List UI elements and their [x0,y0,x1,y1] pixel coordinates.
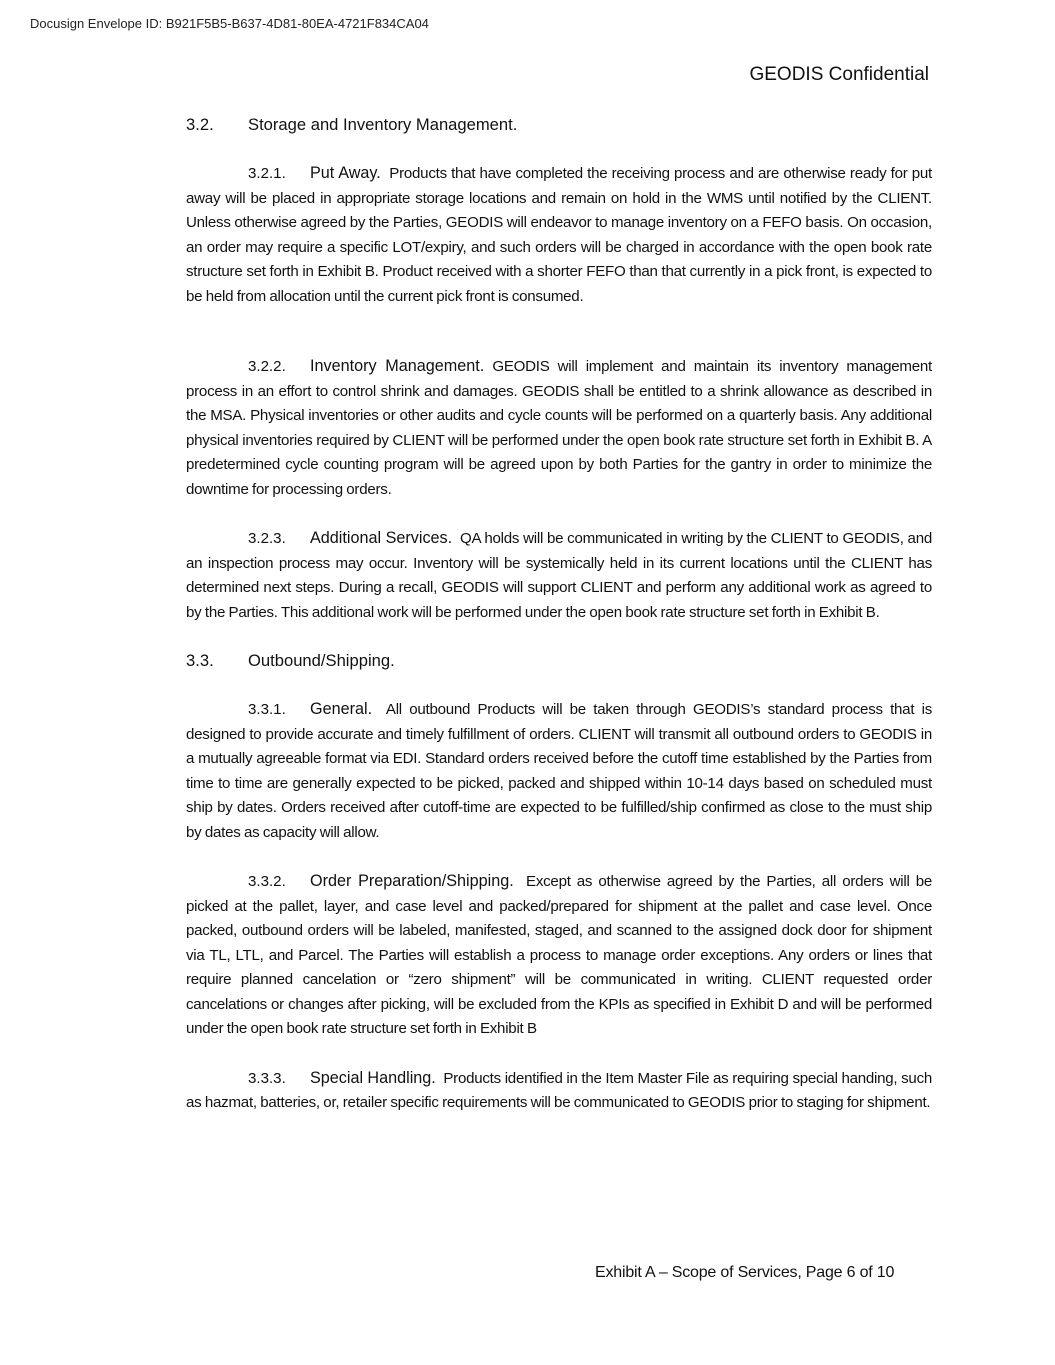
section-title: Storage and Inventory Management. [248,115,518,134]
envelope-id: Docusign Envelope ID: B921F5B5-B637-4D81-80EA-4721F834CA04 [30,16,429,31]
section-title: Additional Services. [310,529,453,547]
section-title: Outbound/Shipping. [248,651,395,670]
section-number: 3.2.2. [248,358,286,375]
section-3-3-heading [186,649,932,673]
section-body: QA holds will be communicated in writing by the CLIENT to GEODIS, and an inspection process may occur. Inventory will be systemically held in its current locations until the CLIENT has determined next steps. During a recall, GEODIS will support CLIENT and perform any additional work as agreed to by the Parties. This additional work will be performed under the open book rate structure set forth in Exhibit B. [186,530,932,621]
section-body: GEODIS will implement and maintain its inventory management process in an effort to control shrink and damages. GEODIS shall be entitled to a shrink allowance as described in the MSA. Physical inventories or other audits and cycle counts will be performed on a quarterly basis. Any additional physical inventories required by CLIENT will be performed under the open book rate structure set forth in Exhibit B. A predetermined cycle counting program will be agreed upon by both Parties for the gantry in order to minimize the downtime for processing orders. [186,358,932,498]
section-3-2-1 [186,161,932,309]
section-title: Order Preparation/Shipping. [310,872,514,890]
section-title: Special Handling. [310,1068,436,1087]
section-body: Products that have completed the receiving process and are otherwise ready for put away will be placed in appropriate storage locations and remain on hold in the WMS until notified by the CLIENT. Unless otherwise agreed by the Parties, GEODIS will endeavor to manage inventory on a FEFO basis. On occasion, an order may require a specific LOT/expiry, and such orders will be charged in accordance with the open book rate structure set forth in Exhibit B. Product received with a shorter FEFO than that currently in a pick front, is expected to be held from allocation until the current pick front is consumed. [186,165,933,305]
section-number: 3.3. [186,651,214,670]
section-3-3-3 [186,1066,932,1116]
section-number: 3.3.3. [248,1069,286,1087]
section-3-2-2 [186,354,932,502]
section-title: Inventory Management. [310,357,485,375]
section-body: Except as otherwise agreed by the Parties, all orders will be picked at the pallet, layer, and case level and packed/prepared for shipment at the pallet and case level. Once packed, outbound orders will be labeled, manifested, staged, and scanned to the assigned dock door for shipment via TL, LTL, and Parcel. The Parties will establish a process to manage order exceptions. Any orders or lines that require planned cancelation or “zero shipment” will be communicated in writing. CLIENT requested order cancelations or changes after picking, will be excluded from the KPIs as specified in Exhibit D and will be performed under the open book rate structure set forth in Exhibit B [186,873,932,1037]
document-body [186,113,932,1140]
section-body: All outbound Products will be taken through GEODIS’s standard process that is designed to provide accurate and timely fulfillment of orders. CLIENT will transmit all outbound orders to GEODIS in a mutually agreeable format via EDI. Standard orders received before the cutoff time established by the Parties from time to time are generally expected to be picked, packed and shipped within 10-14 days based on scheduled must ship by dates. Orders received after cutoff-time are expected to be fulfilled/ship confirmed as close to the must ship by dates as capacity will allow. [186,701,932,841]
page-footer: Exhibit A – Scope of Services, Page 6 of 10 [595,1264,895,1281]
section-3-2-heading [186,113,932,137]
section-title: General. [310,700,373,718]
section-number: 3.2.3. [248,530,286,547]
section-number: 3.3.1. [248,701,286,718]
section-3-3-1 [186,697,932,845]
section-number: 3.2. [186,115,214,134]
section-body: Products identified in the Item Master File as requiring special handing, such as hazmat, batteries, or, retailer specific requirements will be communicated to GEODIS prior to staging for shipment. [186,1069,933,1111]
section-3-3-2 [186,869,932,1042]
section-3-2-3 [186,526,932,625]
confidential-label: GEODIS Confidential [749,64,929,85]
section-title: Put Away. [310,164,381,182]
section-number: 3.3.2. [248,873,286,890]
section-number: 3.2.1. [248,165,286,182]
